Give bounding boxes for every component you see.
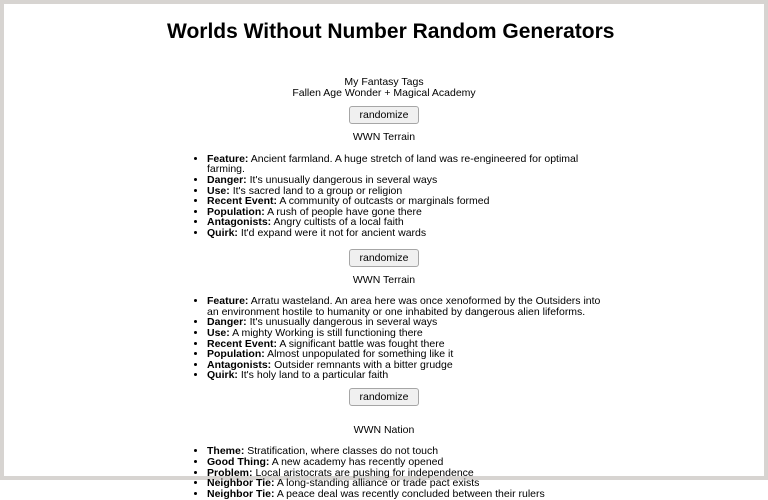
item-text: A new academy has recently opened [271, 456, 444, 469]
randomize-button-tags[interactable]: randomize [349, 106, 418, 124]
item-label: Feature: [207, 295, 249, 308]
list-item [207, 296, 601, 317]
randomize-button-terrain-1[interactable]: randomize [349, 249, 418, 267]
fantasy-tags-result: Fallen Age Wonder + Magical Academy [292, 86, 476, 99]
item-label: Antagonists: [207, 216, 272, 229]
item-label: Use: [207, 184, 230, 197]
item-label: Recent Event: [207, 195, 278, 208]
list-item [207, 154, 601, 175]
item-label: Neighbor Tie: [207, 487, 275, 500]
terrain-1-heading: WWN Terrain [352, 131, 416, 144]
item-label: Good Thing: [207, 456, 270, 469]
item-text: Outsider remnants with a bitter grudge [274, 358, 453, 371]
terrain-2-heading: WWN Terrain [352, 273, 416, 286]
item-text: Local aristocrats are pushing for independence [255, 466, 474, 479]
item-text: A long-standing alliance or trade pact exists [276, 477, 480, 490]
item-label: Theme: [207, 445, 245, 458]
item-label: Danger: [207, 173, 247, 186]
content-column [167, 20, 615, 500]
item-text: A community of outcasts or marginals formed [279, 195, 490, 208]
terrain-1-list [167, 154, 601, 239]
item-label: Population: [207, 205, 265, 218]
item-text: A mighty Working is still functioning there [232, 326, 423, 339]
item-text: It's unusually dangerous in several ways [249, 173, 438, 186]
randomize-button-terrain-2[interactable]: randomize [349, 388, 418, 406]
item-label: Antagonists: [207, 358, 272, 371]
item-label: Use: [207, 326, 230, 339]
terrain-2-button-row [167, 388, 601, 406]
item-text: Stratification, where classes do not touch [247, 445, 439, 458]
item-label: Quirk: [207, 369, 238, 382]
item-text: It's unusually dangerous in several ways [249, 316, 438, 329]
item-label: Population: [207, 348, 265, 361]
nation-heading: WWN Nation [353, 423, 415, 436]
item-label: Neighbor Tie: [207, 477, 275, 490]
terrain-2-list [167, 296, 601, 381]
item-label: Quirk: [207, 226, 238, 239]
item-text: Ancient farmland. A huge stretch of land was re-engineered for optimal farming. [207, 152, 579, 176]
item-text: It'd expand were it not for ancient wards [240, 226, 427, 239]
item-text: It's sacred land to a group or religion [232, 184, 403, 197]
item-text: A rush of people have gone there [267, 205, 422, 218]
item-text: A peace deal was recently concluded between their rulers [276, 487, 545, 500]
item-label: Problem: [207, 466, 253, 479]
fantasy-tags-block [167, 77, 601, 98]
page-title: Worlds Without Number Random Generators [167, 20, 615, 43]
list-item [207, 228, 601, 239]
item-text: Angry cultists of a local faith [273, 216, 404, 229]
fantasy-tags-button-row [167, 106, 601, 124]
nation-list [167, 446, 601, 499]
item-text: It's holy land to a particular faith [240, 369, 389, 382]
item-label: Feature: [207, 152, 249, 165]
item-label: Danger: [207, 316, 247, 329]
item-text: Almost unpopulated for something like it [267, 348, 454, 361]
item-text: Arratu wasteland. An area here was once xenoformed by the Outsiders into an environment hostile to humanity or one inhabited by dangerous alien lifeforms. [207, 295, 601, 318]
item-label: Recent Event: [207, 337, 278, 350]
terrain-1-button-row [167, 249, 601, 267]
item-text: A significant battle was fought there [279, 337, 445, 350]
fantasy-tags-title: My Fantasy Tags [344, 76, 424, 88]
list-item [207, 489, 601, 500]
list-item [207, 370, 601, 381]
